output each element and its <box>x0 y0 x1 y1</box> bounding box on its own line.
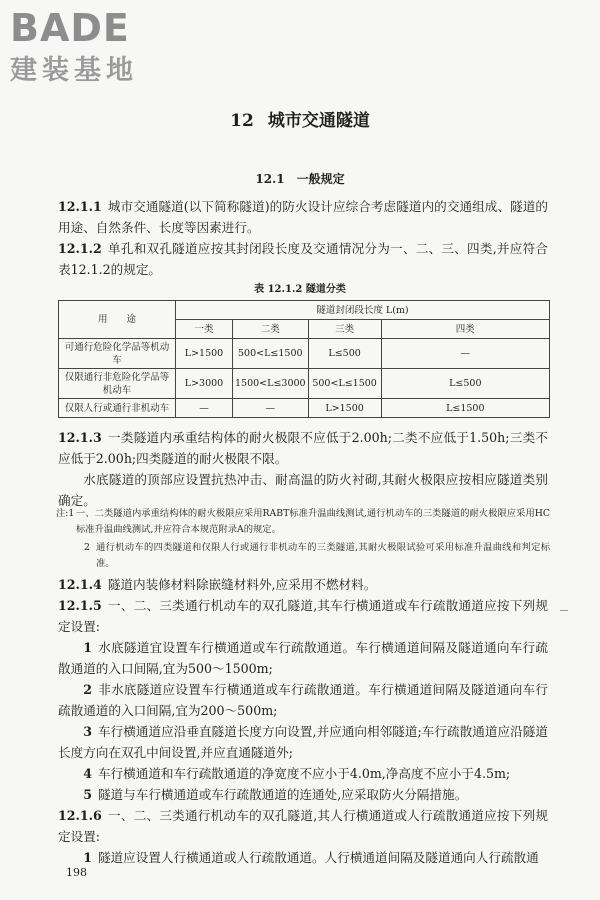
watermark-subtitle: 建装基地 <box>10 55 138 86</box>
list-item <box>58 763 548 784</box>
item-number: 1 <box>83 850 92 865</box>
item-text: 隧道应设置人行横通道或人行疏散通道。人行横通道间隔及隧道通向人行疏散通 <box>97 850 539 865</box>
cell: 500<L≤1500 <box>233 339 309 369</box>
item-text: 非水底隧道应设置车行横通道或车行疏散通道。车行横通道间隔及隧道通向车行疏散通道的入口间隔,宜为200～500m; <box>58 682 548 718</box>
table-row <box>59 399 550 418</box>
cell: L≤500 <box>308 339 381 369</box>
item-number: 3 <box>83 724 92 739</box>
note-1 <box>56 506 550 538</box>
item-number: 4 <box>83 766 92 781</box>
header-class: 一类 <box>176 320 233 339</box>
clause-12-1-4 <box>58 574 548 595</box>
item-text: 车行横通道应沿垂直隧道长度方向设置,并应通向相邻隧道;车行疏散通道应沿隧道长度方向在双孔中间设置,并应直通隧道外; <box>58 724 548 760</box>
clause-text: 一、二、三类通行机动车的双孔隧道,其人行横通道或人行疏散通道应按下列规定设置: <box>58 808 548 844</box>
watermark-logo <box>10 6 138 88</box>
section-heading <box>0 170 600 187</box>
list-item <box>58 679 548 721</box>
clause-id: 12.1.4 <box>58 577 102 592</box>
page-number: 198 <box>66 866 87 879</box>
cell: L≤500 <box>381 369 549 399</box>
clause-text: 隧道内装修材料除嵌缝材料外,应采用不燃材料。 <box>107 577 377 592</box>
clause-12-1-3-paragraph: 水底隧道的顶部应设置抗热冲击、耐高温的防火衬砌,其耐火极限应按相应隧道类别确定。 <box>58 472 548 508</box>
clause-12-1-6 <box>58 805 548 847</box>
tunnel-classification-table <box>58 300 550 418</box>
header-class: 二类 <box>233 320 309 339</box>
clause-text: 一、二、三类通行机动车的双孔隧道,其车行横通道或车行疏散通道应按下列规定设置: <box>58 598 548 634</box>
chapter-heading <box>0 106 600 131</box>
table-header-row <box>59 301 550 320</box>
row-use: 仅限通行非危险化学品等机动车 <box>59 369 176 399</box>
item-text: 隧道与车行横通道或车行疏散通道的连通处,应采取防火分隔措施。 <box>97 787 468 802</box>
row-use: 可通行危险化学品等机动车 <box>59 339 176 369</box>
note-2 <box>84 540 550 572</box>
cell: 1500<L≤3000 <box>233 369 309 399</box>
header-class: 三类 <box>308 320 381 339</box>
cell: 500<L≤1500 <box>308 369 381 399</box>
cell: L≤1500 <box>381 399 549 418</box>
clause-id: 12.1.2 <box>58 241 102 256</box>
clause-id: 12.1.3 <box>58 430 102 445</box>
list-item <box>58 784 548 805</box>
section-number: 12.1 <box>255 172 285 186</box>
list-item <box>58 847 548 868</box>
note-label: 注:1 <box>56 508 75 519</box>
cell: L>3000 <box>176 369 233 399</box>
clause-12-1-5 <box>58 595 548 637</box>
table-row <box>59 369 550 399</box>
table-row <box>59 339 550 369</box>
cell: — <box>176 399 233 418</box>
item-number: 2 <box>83 682 92 697</box>
list-item <box>58 721 548 763</box>
table-caption: 表 12.1.2 隧道分类 <box>254 284 346 295</box>
margin-mark <box>560 610 568 611</box>
cell: — <box>233 399 309 418</box>
clause-id: 12.1.6 <box>58 808 102 823</box>
row-use: 仅限人行或通行非机动车 <box>59 399 176 418</box>
cell: L>1500 <box>176 339 233 369</box>
section-title: 一般规定 <box>296 172 345 186</box>
clause-id: 12.1.1 <box>58 199 102 214</box>
cell: L>1500 <box>308 399 381 418</box>
clause-text: 一类隧道内承重结构体的耐火极限不应低于2.00h;二类不应低于1.50h;三类不应低于2.00h;四类隧道的耐火极限不限。 <box>58 430 548 466</box>
header-length-group: 隧道封闭段长度 L(m) <box>176 301 550 320</box>
note-text: 通行机动车的四类隧道和仅限人行或通行非机动车的三类隧道,其耐火极限试验可采用标准升温曲线和判定标准。 <box>96 542 550 569</box>
watermark-bade: BADE <box>10 6 130 50</box>
item-text: 车行横通道和车行疏散通道的净宽度不应小于4.0m,净高度不应小于4.5m; <box>97 766 511 781</box>
clause-12-1-1 <box>58 196 548 238</box>
clause-text: 单孔和双孔隧道应按其封闭段长度及交通情况分为一、二、三、四类,并应符合表12.1.2的规定。 <box>58 241 548 277</box>
note-text: 一、二类隧道内承重结构体的耐火极限应采用RABT标准升温曲线测试,通行机动车的三类隧道的耐火极限应采用HC标准升温曲线测试,并应符合本规范附录A的规定。 <box>76 508 550 535</box>
clause-id: 12.1.5 <box>58 598 102 613</box>
cell: — <box>381 339 549 369</box>
clause-12-1-2 <box>58 238 548 280</box>
note-label: 2 <box>84 542 90 553</box>
clause-text: 城市交通隧道(以下简称隧道)的防火设计应综合考虑隧道内的交通组成、隧道的用途、自然条件、长度等因素进行。 <box>58 199 548 235</box>
clause-12-1-3 <box>58 427 548 469</box>
header-class: 四类 <box>381 320 549 339</box>
item-number: 1 <box>83 640 92 655</box>
list-item <box>58 637 548 679</box>
chapter-title: 城市交通隧道 <box>267 111 370 131</box>
item-text: 水底隧道宜设置车行横通道或车行疏散通道。车行横通道间隔及隧道通向车行疏散通道的入口间隔,宜为500～1500m; <box>58 640 548 676</box>
item-number: 5 <box>83 787 92 802</box>
chapter-number: 12 <box>230 111 254 131</box>
header-use: 用 途 <box>59 301 176 339</box>
